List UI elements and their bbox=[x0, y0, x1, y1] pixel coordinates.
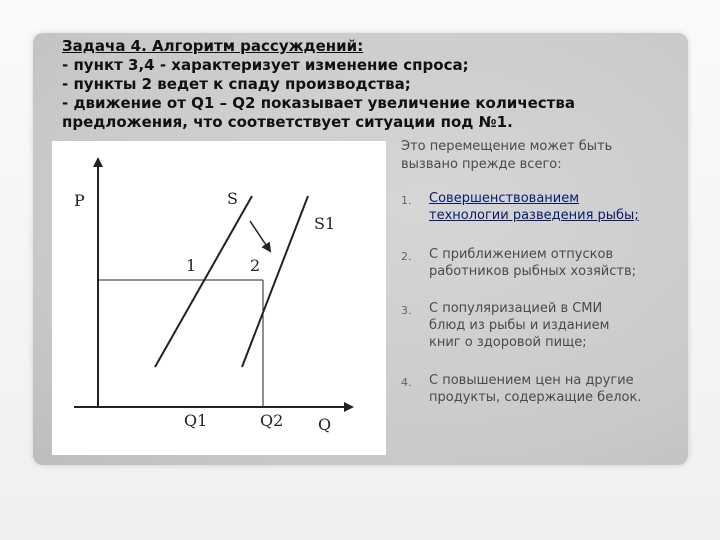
y-axis-label: P bbox=[74, 191, 85, 210]
x-axis-label: Q bbox=[318, 415, 332, 434]
graph-canvas bbox=[52, 141, 386, 455]
option-number: 3. bbox=[401, 304, 412, 317]
option-number: 4. bbox=[401, 376, 412, 389]
task-line-4: предложения, что соответствует ситуации под №1. bbox=[62, 113, 513, 131]
task-line-3: - движение от Q1 – Q2 показывает увеличение количества bbox=[62, 94, 575, 112]
supply-curve-s bbox=[155, 196, 252, 367]
option-number: 1. bbox=[401, 194, 412, 207]
q1-label: Q1 bbox=[184, 411, 208, 430]
shift-arrow bbox=[250, 221, 270, 251]
task-text bbox=[62, 37, 682, 132]
supply-shift-graph bbox=[52, 141, 386, 455]
q2-label: Q2 bbox=[260, 411, 284, 430]
point-1-label: 1 bbox=[186, 256, 197, 275]
task-line-2: - пункты 2 ведет к спаду производства; bbox=[62, 75, 411, 93]
question-line-1: Это перемещение может быть bbox=[401, 139, 613, 154]
supply-curve-s1 bbox=[242, 196, 308, 367]
option-text: С повышением цен на другие продукты, содержащие белок. bbox=[429, 373, 642, 405]
option-text: С приближением отпусков работников рыбных хозяйств; bbox=[429, 247, 637, 279]
curve-s1-label: S1 bbox=[314, 214, 336, 233]
option-text: С популяризацией в СМИ блюд из рыбы и изданием книг о здоровой пище; bbox=[429, 301, 610, 350]
option-number: 2. bbox=[401, 250, 412, 263]
task-line-1: - пункт 3,4 - характеризует изменение спроса; bbox=[62, 56, 469, 74]
option-text: Совершенствованием технологии разведения рыбы; bbox=[429, 191, 639, 223]
question-line-2: вызвано прежде всего: bbox=[401, 157, 562, 172]
question-text bbox=[401, 138, 691, 174]
task-title: Задача 4. Алгоритм рассуждений: bbox=[62, 37, 364, 55]
point-2-label: 2 bbox=[250, 256, 261, 275]
curve-s-label: S bbox=[227, 189, 238, 208]
